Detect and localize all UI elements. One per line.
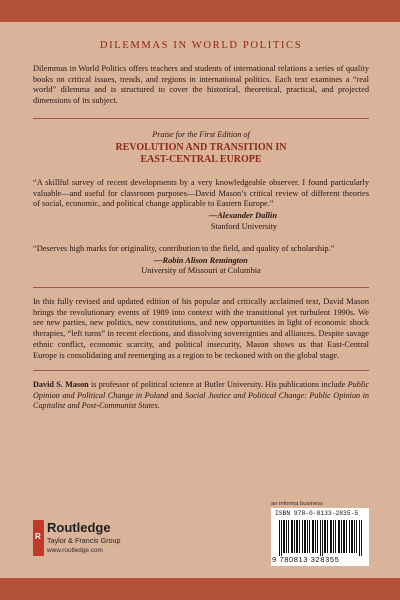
bio-text-middle: and [168, 390, 186, 400]
publisher-url: www.routledge.com [47, 547, 103, 554]
book-title [33, 142, 369, 167]
book-summary: In this fully revised and updated edition of his popular and critically acclaimed text, David Mason brings the revolutionary events of 1989 into context with the transitional yet turbulent 1990s. We see new parties, new politics, new constitutions, and new opportunities in light of economic shock therapies, “left turns” in recent elections, and dissolving sovereignties and alliances. Despite savage ethnic conflict, economic scarcity, and political insecurity, Mason shows us that East-Central Europe is consolidating and reemerging as a region to be reckoned with on the global stage. [33, 297, 369, 360]
book-title-line2: EAST-CENTRAL EUROPE [140, 154, 262, 166]
barcode-panel [271, 508, 369, 566]
informa-tagline: an informa business [271, 501, 323, 507]
back-cover-text [33, 40, 369, 412]
series-description: Dilemmas in World Politics offers teachers and students of international relations a series of quality books on critical issues, trends, and regions in international politics. Each text examines a “real world” dilemma and is structured to cover the historical, theoretical, practical, and projected dimensions of its subject. [33, 64, 369, 106]
series-title: DILEMMAS IN WORLD POLITICS [99, 40, 303, 51]
quote-1-attribution [33, 211, 369, 232]
barcode-icon [279, 520, 363, 556]
isbn-label: ISBN 978-0-8133-2835-5 [275, 510, 359, 517]
quote-1-text: “A skillful survey of recent developments by a very knowledgeable observer. I found particularly valuable—and useful for classroom purposes—David Mason’s critical review of different theories of social, economic, and political change applicable to Eastern Europe.” [33, 177, 369, 209]
quote-1-name: —Alexander Dallin [208, 210, 277, 220]
barcode-number: 9 780813 328355 [272, 555, 340, 564]
publisher-name-block [47, 520, 121, 557]
praise-label: Praise for the First Edition of [152, 129, 250, 139]
publisher-logo [33, 518, 173, 568]
publisher-group: Taylor & Francis Group [47, 536, 121, 545]
routledge-logo-icon [33, 520, 44, 556]
quote-2-affiliation: University of Missouri at Columbia [141, 266, 261, 276]
divider-1 [33, 118, 369, 119]
quote-2-name: —Robin Alison Remington [154, 255, 248, 265]
book-title-line1: REVOLUTION AND TRANSITION IN [115, 141, 287, 153]
author-name: David S. Mason [33, 380, 89, 390]
routledge-logo-letter: R [35, 532, 41, 541]
author-bio [33, 380, 369, 412]
bio-book-1: Public Opinion and Political Change in Poland [33, 380, 369, 400]
publisher-name: Routledge [47, 520, 111, 535]
bio-text-before: is professor of political science at Butler University. His publications include [88, 380, 348, 390]
bottom-color-band [0, 578, 400, 600]
quote-2-text: “Deserves high marks for originality, contribution to the field, and quality of scholarship.” [33, 244, 335, 254]
bio-book-2: Social Justice and Political Change: Public Opinion in Capitalist and Post-Communist States. [33, 390, 369, 411]
quote-1-affiliation: Stanford University [210, 221, 277, 231]
quote-2-attribution [33, 256, 369, 277]
top-color-band [0, 0, 400, 22]
